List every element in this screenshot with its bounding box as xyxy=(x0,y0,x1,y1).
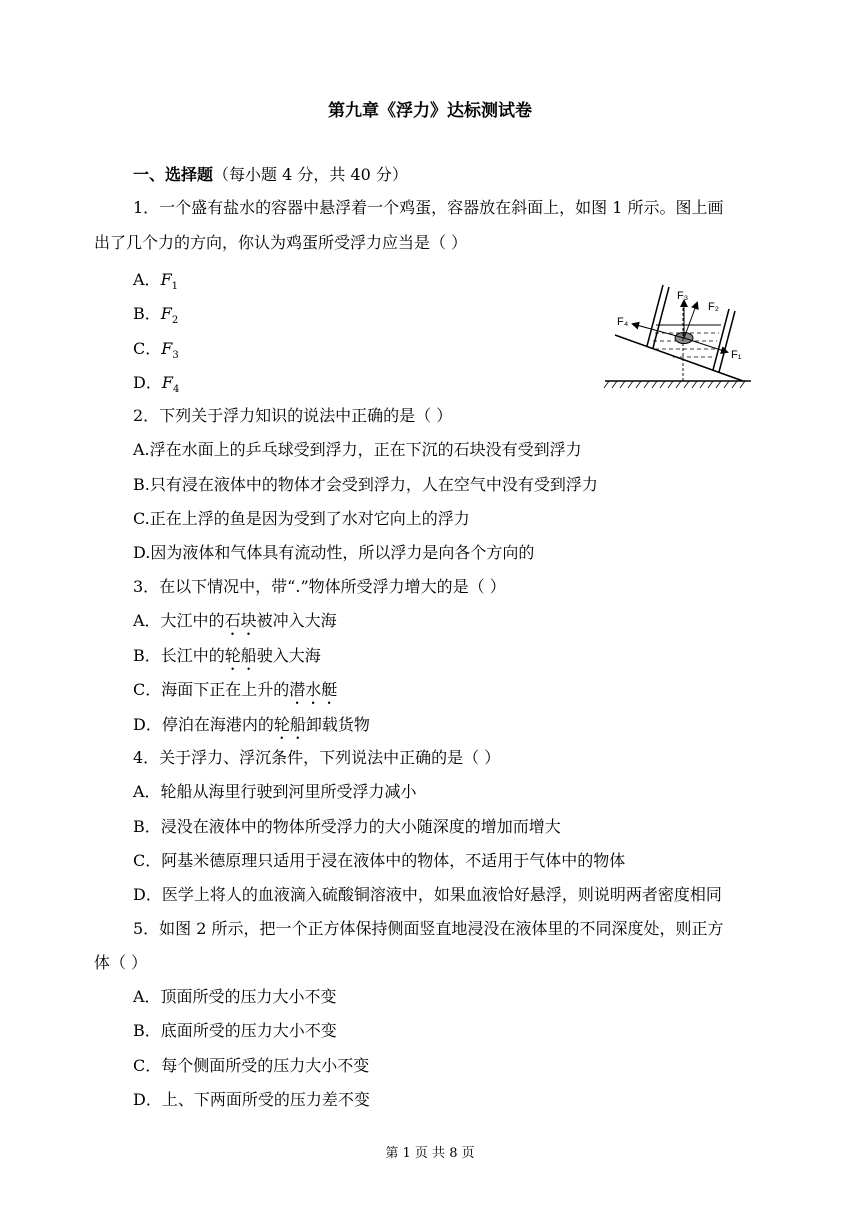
section-heading-note: （每小题 4 分，共 40 分） xyxy=(213,165,408,184)
q3-option-b xyxy=(133,646,321,674)
q2-stem: 2．下列关于浮力知识的说法中正确的是（ ） xyxy=(133,406,453,425)
option-prefix: C． xyxy=(133,339,162,358)
option-var: F xyxy=(160,304,172,323)
q2-option-a: A.浮在水面上的乒乓球受到浮力，正在下沉的石块没有受到浮力 xyxy=(133,440,582,459)
q5-stem-line1: 5．如图 2 所示，把一个正方体保持侧面竖直地浸没在液体里的不同深度处，则正方 xyxy=(133,919,724,938)
option-prefix: B． xyxy=(133,304,161,323)
option-sub: 1 xyxy=(171,281,179,293)
option-sub: 4 xyxy=(172,384,180,396)
label-f1: F₁ xyxy=(731,349,742,361)
option-text: C．海面下正在上升的 xyxy=(133,680,290,699)
dotted-subject: 轮船 xyxy=(273,715,306,734)
option-prefix: D． xyxy=(133,373,162,392)
dotted-subject: 潜水艇 xyxy=(289,680,338,699)
option-var: F xyxy=(161,373,173,392)
label-f3: F₃ xyxy=(677,290,689,302)
q3-option-d xyxy=(133,715,370,743)
page-footer: 第 1 页 共 8 页 xyxy=(385,1146,475,1161)
q1-stem-line2: 出了几个力的方向，你认为鸡蛋所受浮力应当是（ ） xyxy=(94,233,468,252)
option-sub: 2 xyxy=(171,315,179,327)
option-text: 驶入大海 xyxy=(256,646,321,665)
option-text: D．停泊在海港内的 xyxy=(133,715,274,734)
ground-hatch xyxy=(604,381,745,388)
option-text: 卸载货物 xyxy=(305,715,370,734)
label-f4: F₄ xyxy=(617,316,629,328)
option-sub: 3 xyxy=(172,350,179,362)
q2-option-c: C.正在上浮的鱼是因为受到了水对它向上的浮力 xyxy=(133,509,470,528)
option-text: B．长江中的 xyxy=(133,646,225,665)
section-heading-label: 一、选择题 xyxy=(133,165,214,184)
option-prefix: A． xyxy=(133,270,161,289)
q3-stem: 3．在以下情况中，带“.”物体所受浮力增大的是（ ） xyxy=(133,577,506,596)
q5-option-c: C．每个侧面所受的压力大小不变 xyxy=(133,1056,370,1075)
q3-option-c xyxy=(133,680,337,708)
option-var: F xyxy=(161,339,173,358)
container-right-wall xyxy=(713,309,729,370)
q1-option-a xyxy=(133,270,178,297)
q4-option-c: C．阿基米德原理只适用于浸在液体中的物体，不适用于气体中的物体 xyxy=(133,851,626,870)
container-left-wall xyxy=(647,285,663,346)
q4-option-d: D．医学上将人的血液滴入硫酸铜溶液中，如果血液恰好悬浮，则说明两者密度相同 xyxy=(133,885,722,904)
q2-option-b: B.只有浸在液体中的物体才会受到浮力，人在空气中没有受到浮力 xyxy=(133,475,598,494)
q5-stem-line2: 体（ ） xyxy=(94,953,148,972)
option-var: F xyxy=(160,270,172,289)
q4-option-a: A．轮船从海里行驶到河里所受浮力减小 xyxy=(133,782,417,801)
q2-option-d: D.因为液体和气体具有流动性，所以浮力是向各个方向的 xyxy=(133,543,535,562)
q1-option-d xyxy=(133,373,179,400)
q1-option-b xyxy=(133,304,178,331)
section-heading xyxy=(133,165,408,185)
dotted-subject: 轮船 xyxy=(224,646,257,665)
q4-stem: 4．关于浮力、浮沉条件，下列说法中正确的是（ ） xyxy=(133,748,501,767)
q3-option-a xyxy=(133,611,337,639)
option-text: A．大江中的 xyxy=(133,611,225,630)
q1-stem-line1: 1．一个盛有盐水的容器中悬浮着一个鸡蛋，容器放在斜面上，如图 1 所示。图上画 xyxy=(133,198,724,217)
q5-option-d: D．上、下两面所受的压力差不变 xyxy=(133,1090,370,1109)
q5-option-a: A．顶面所受的压力大小不变 xyxy=(133,987,337,1006)
q5-option-b: B．底面所受的压力大小不变 xyxy=(133,1021,337,1040)
figure-1-diagram xyxy=(603,283,753,391)
label-f2: F₂ xyxy=(708,301,719,313)
page-title: 第九章《浮力》达标测试卷 xyxy=(328,101,532,121)
q1-option-c xyxy=(133,339,179,366)
dotted-subject: 石块 xyxy=(224,611,257,630)
q4-option-b: B．浸没在液体中的物体所受浮力的大小随深度的增加而增大 xyxy=(133,817,561,836)
option-text: 被冲入大海 xyxy=(256,611,337,630)
